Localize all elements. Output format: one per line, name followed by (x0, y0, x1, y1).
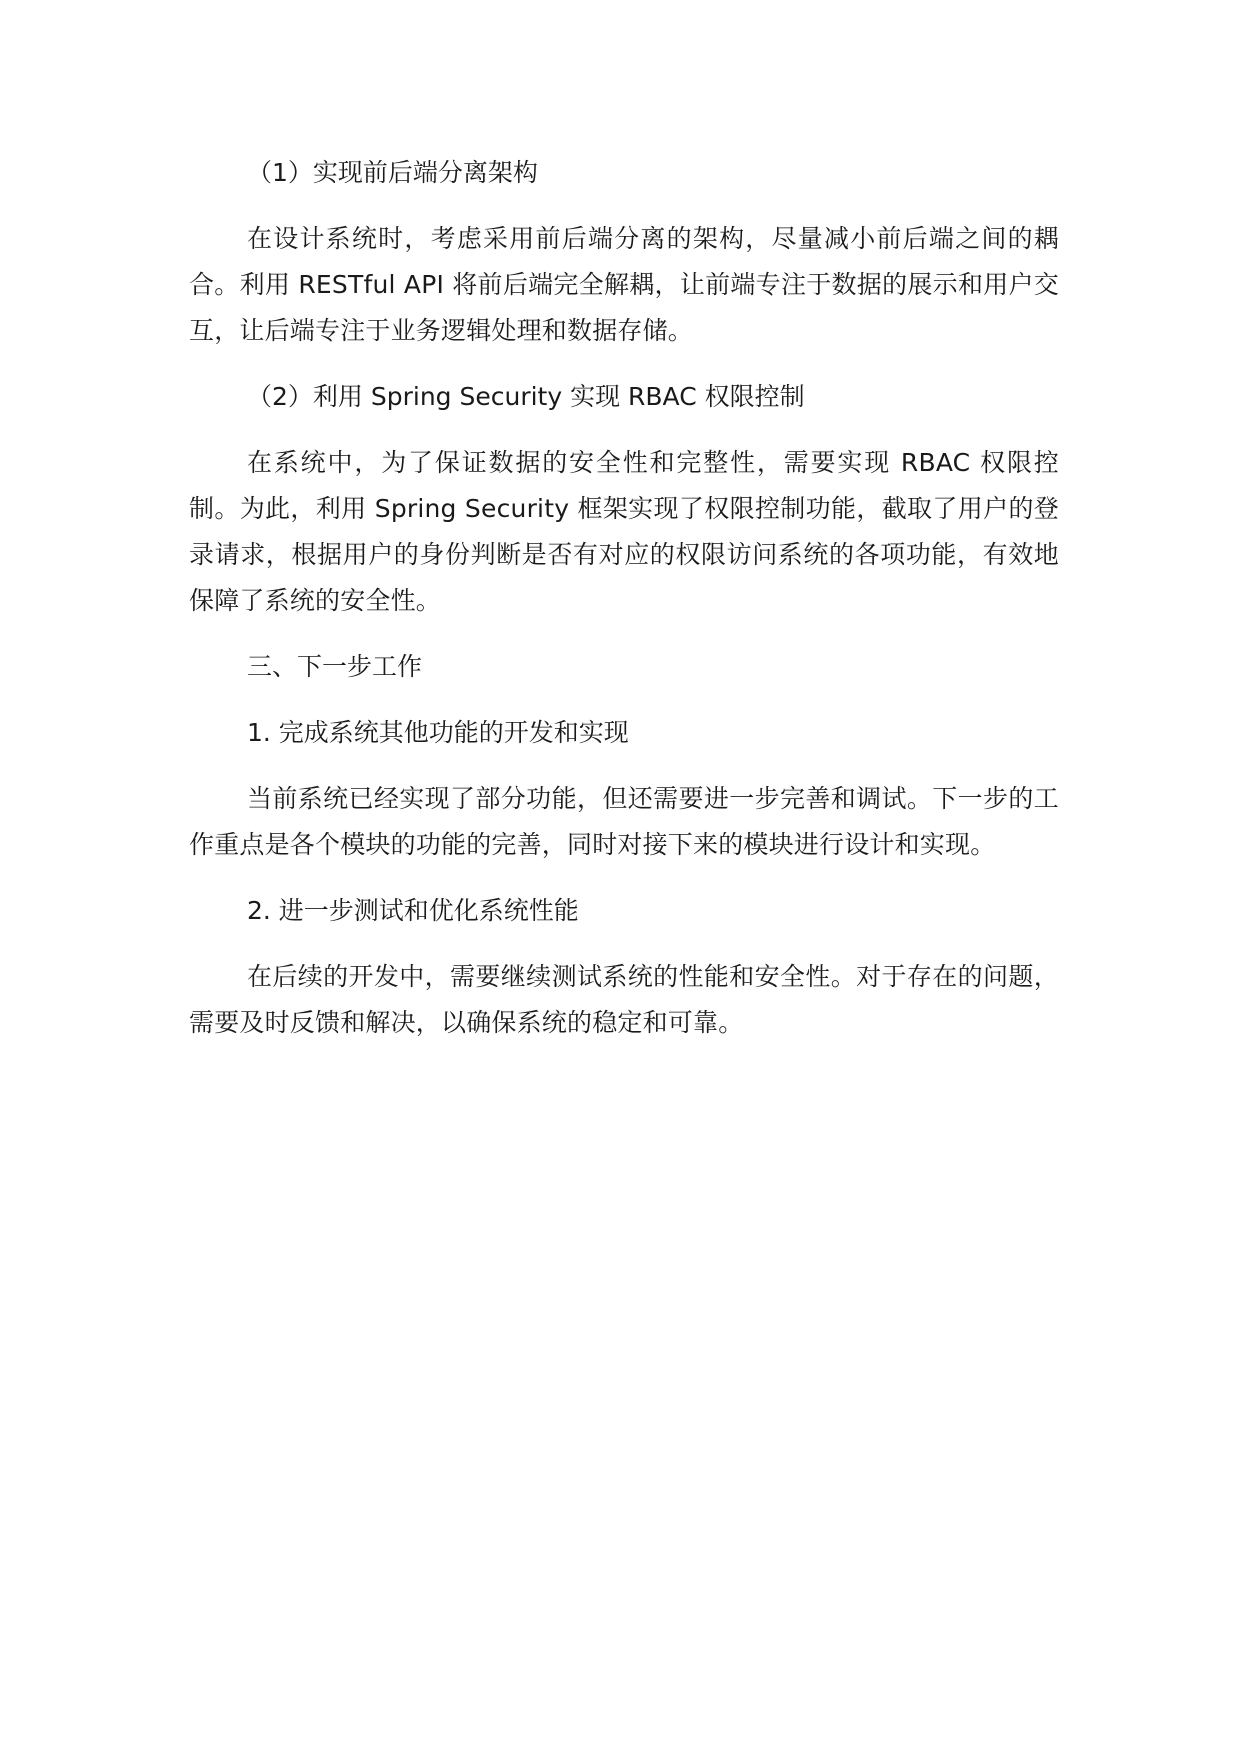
subsection-heading-1: （1）实现前后端分离架构 (247, 158, 538, 187)
paragraph-testing: 在后续的开发中，需要继续测试系统的性能和安全性。对于存在的问题，需要及时反馈和解决，以确保系统的稳定和可靠。 (189, 962, 1059, 1037)
paragraph-architecture: 在设计系统时，考虑采用前后端分离的架构，尽量减小前后端之间的耦合。利用 RESTful API 将前后端完全解耦，让前端专注于数据的展示和用户交互，让后端专注于业务逻辑处理和数据存储。 (189, 224, 1059, 345)
section-heading-next-steps: 三、下一步工作 (247, 652, 423, 681)
subsection-heading-4: 2. 进一步测试和优化系统性能 (247, 896, 579, 925)
subsection-heading-3: 1. 完成系统其他功能的开发和实现 (247, 718, 629, 747)
paragraph-rbac: 在系统中，为了保证数据的安全性和完整性，需要实现 RBAC 权限控制。为此，利用 Spring Security 框架实现了权限控制功能，截取了用户的登录请求，根据用户的身份判断是否有对应的权限访问系统的各项功能，有效地保障了系统的安全性。 (189, 448, 1059, 615)
paragraph-remaining-features: 当前系统已经实现了部分功能，但还需要进一步完善和调试。下一步的工作重点是各个模块的功能的完善，同时对接下来的模块进行设计和实现。 (189, 784, 1059, 859)
subsection-heading-2: （2）利用 Spring Security 实现 RBAC 权限控制 (247, 382, 805, 411)
document-body (189, 150, 1059, 1046)
